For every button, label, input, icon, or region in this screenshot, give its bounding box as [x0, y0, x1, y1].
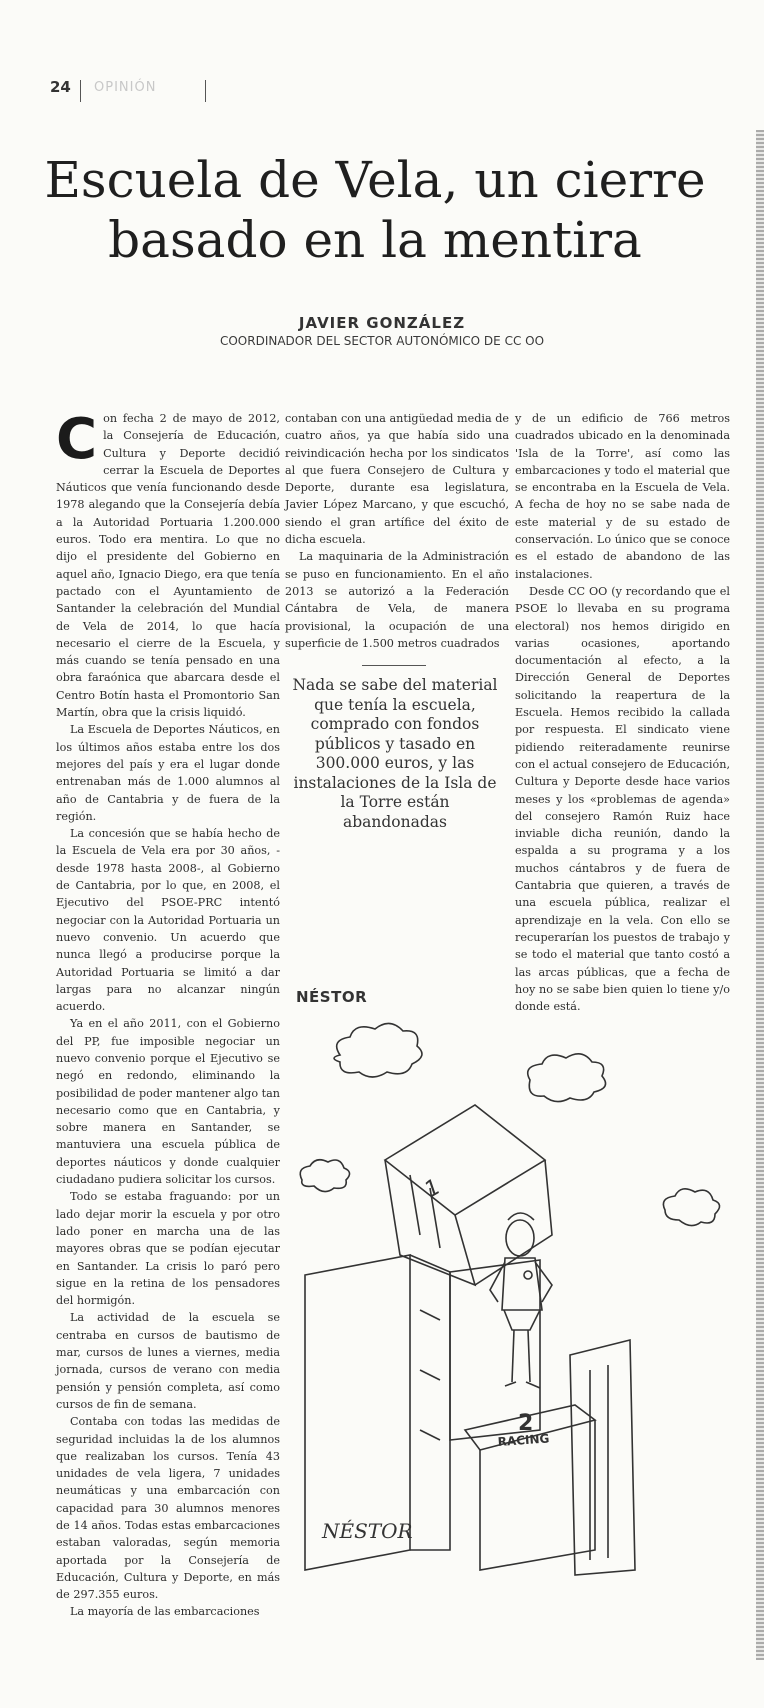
paragraph: Con fecha 2 de mayo de 2012, la Consejería de Educación, Cultura y Deporte decidió cerrar la Escuela de Deportes Náuticos que venía funcionando desde 1978 alegando que la Consejería debía a la Autoridad Portuaria 1.200.000 euros. Todo era mentira. Lo que no dijo el presidente del Gobierno en aquel año, Ignacio Diego, era que tenía pactado con el Ayuntamiento de Santander la celebración del Mundial de Vela de 2014, lo que hacía necesario el cierre de la Escuela, y más cuando se tenía pensado en una obra faraónica que abarcara desde el Centro Botín hasta el Promontorio San Martín, obra que la crisis liquidó. — [56, 407, 280, 720]
paragraph: La mayoría de las embarcaciones — [70, 1605, 260, 1619]
block-team-name: RACING — [497, 1431, 550, 1449]
paragraph: Contaba con todas las medidas de seguridad incluidas la de los alumnos que realizaban los cursos. Tenía 43 unidades de vela ligera, 7 unidades neumáticas y una embarcación con capacidad para 30 alumnos menores de 14 años. Todas estas embarcaciones estaban valoradas, según memoria aportada por la Consejería de Educación, Cultura y Deporte, en más de 297.355 euros. — [56, 1415, 280, 1602]
article-column-1 — [56, 407, 280, 1619]
header-divider — [80, 80, 81, 102]
paragraph: La concesión que se había hecho de la Escuela de Vela era por 30 años, -desde 1978 hasta 2008-, al Gobierno de Cantabria, por lo que, en 2008, el Ejecutivo del PSOE-PRC intentó negociar con la Autoridad Portuaria un nuevo convenio. Un acuerdo que nunca llegó a producirse porque la Autoridad Portuaria se limitó a dar largas para no alcanzar ningún acuerdo. — [56, 827, 280, 1014]
cartoon-signature: NÉSTOR — [322, 1519, 413, 1543]
pullquote-rule — [362, 665, 426, 666]
cartoon-illustration — [290, 1010, 740, 1580]
author-name: JAVIER GONZÁLEZ — [298, 314, 466, 332]
falling-block — [385, 1105, 545, 1215]
cartoon-author-label: NÉSTOR — [296, 988, 368, 1006]
headline — [30, 150, 720, 270]
paragraph: La Escuela de Deportes Náuticos, en los últimos años estaba entre los dos mejores del país y era el lugar donde entrenaban más de 1.000 alumnos al año de Cantabria y de fuera de la región. — [56, 723, 280, 823]
block-number-bottom: 2 — [518, 1411, 534, 1436]
paragraph: y de un edificio de 766 metros cuadrados ubicado en la denominada 'Isla de la Torre', así como las embarcaciones y todo el material que se encontraba en la Escuela de Vela. A fecha de hoy no se sabe nada de este material y de su estado de conservación. Lo único que se conoce es el estado de abandono de las instalaciones. — [515, 412, 730, 581]
podium-block — [570, 1340, 635, 1575]
block-number-top: 1 — [420, 1174, 446, 1204]
article-column-3 — [515, 410, 730, 1014]
author-role: COORDINADOR DEL SECTOR AUTONÓMICO DE CC OO — [219, 334, 545, 348]
cloud-icon — [528, 1054, 606, 1102]
header-divider — [205, 80, 206, 102]
cloud-icon — [334, 1023, 422, 1077]
paragraph: La maquinaria de la Administración se puso en funcionamiento. En el año 2013 se autorizó a la Federación Cántabra de Vela, de manera provisional, la ocupación de una superficie de 1.500 metros cuadrados — [285, 550, 509, 650]
paragraph: contaban con una antigüedad media de cuatro años, ya que había sido una reivindicación hecha por los sindicatos al que fuera Consejero de Cultura y Deporte, durante esa legislatura, Javier López Marcano, y que escuchó, siendo el gran artífice del éxito de dicha escuela. — [285, 412, 509, 547]
section-label: OPINIÓN — [94, 80, 157, 95]
article-column-2 — [285, 410, 509, 650]
cloud-icon — [663, 1189, 719, 1226]
player-figure — [490, 1213, 552, 1388]
page-number: 24 — [50, 78, 71, 96]
pullquote: Nada se sabe del material que tenía la escuela, comprado con fondos públicos y tasado en 300.000 euros, y las instalaciones de la Isla de la Torre están abandonadas — [292, 676, 498, 831]
headline-line-2: basado en la mentira — [108, 211, 642, 269]
scan-edge — [756, 130, 764, 1660]
headline-line-1: Escuela de Vela, un cierre — [44, 151, 706, 209]
cloud-icon — [300, 1160, 349, 1192]
paragraph: Ya en el año 2011, con el Gobierno del PP, fue imposible negociar un nuevo convenio porque el Ejecutivo se negó en redondo, eliminando la posibilidad de poder mantener algo tan necesario como que en Cantabria, y sobre manera en Santander, se mantuviera una escuela pública de deportes náuticos y donde cualquier ciudadano pudiera solicitar los cursos. — [56, 1017, 280, 1187]
drop-cap: C — [56, 407, 98, 472]
paragraph: Todo se estaba fraguando: por un lado dejar morir la escuela y por otro lado poner en marcha una de las mayores obras que se podían ejecutar en Santander. La crisis lo paró pero sigue en la retina de los pensadores del hormigón. — [56, 1190, 280, 1308]
paragraph: Desde CC OO (y recordando que el PSOE lo llevaba en su programa electoral) nos hemos dirigido en varias ocasiones, aportando documentación al efecto, a la Dirección General de Deportes solicitando la reapertura de la Escuela. Hemos recibido la callada por respuesta. El sindicato viene pidiendo reiteradamente reunirse con el actual consejero de Educación, Cultura y Deporte desde hace varios meses y los «problemas de agenda» del consejero Ramón Ruiz hace inviable dicha reunión, dando la espalda a su programa y a los muchos cántabros y de fuera de Cantabria que quieren, a través de una escuela pública, realizar el aprendizaje en la vela. Con ello se recuperarían los puestos de trabajo y se todo el material que tanto costó a las arcas públicas, que a fecha de hoy no se sabe bien quien lo tiene y/o donde está. — [515, 584, 730, 1014]
paragraph: La actividad de la escuela se centraba en cursos de bautismo de mar, cursos de lunes a viernes, media jornada, cursos de verano con media pensión y pensión completa, así como cursos de fin de semana. — [56, 1311, 280, 1411]
